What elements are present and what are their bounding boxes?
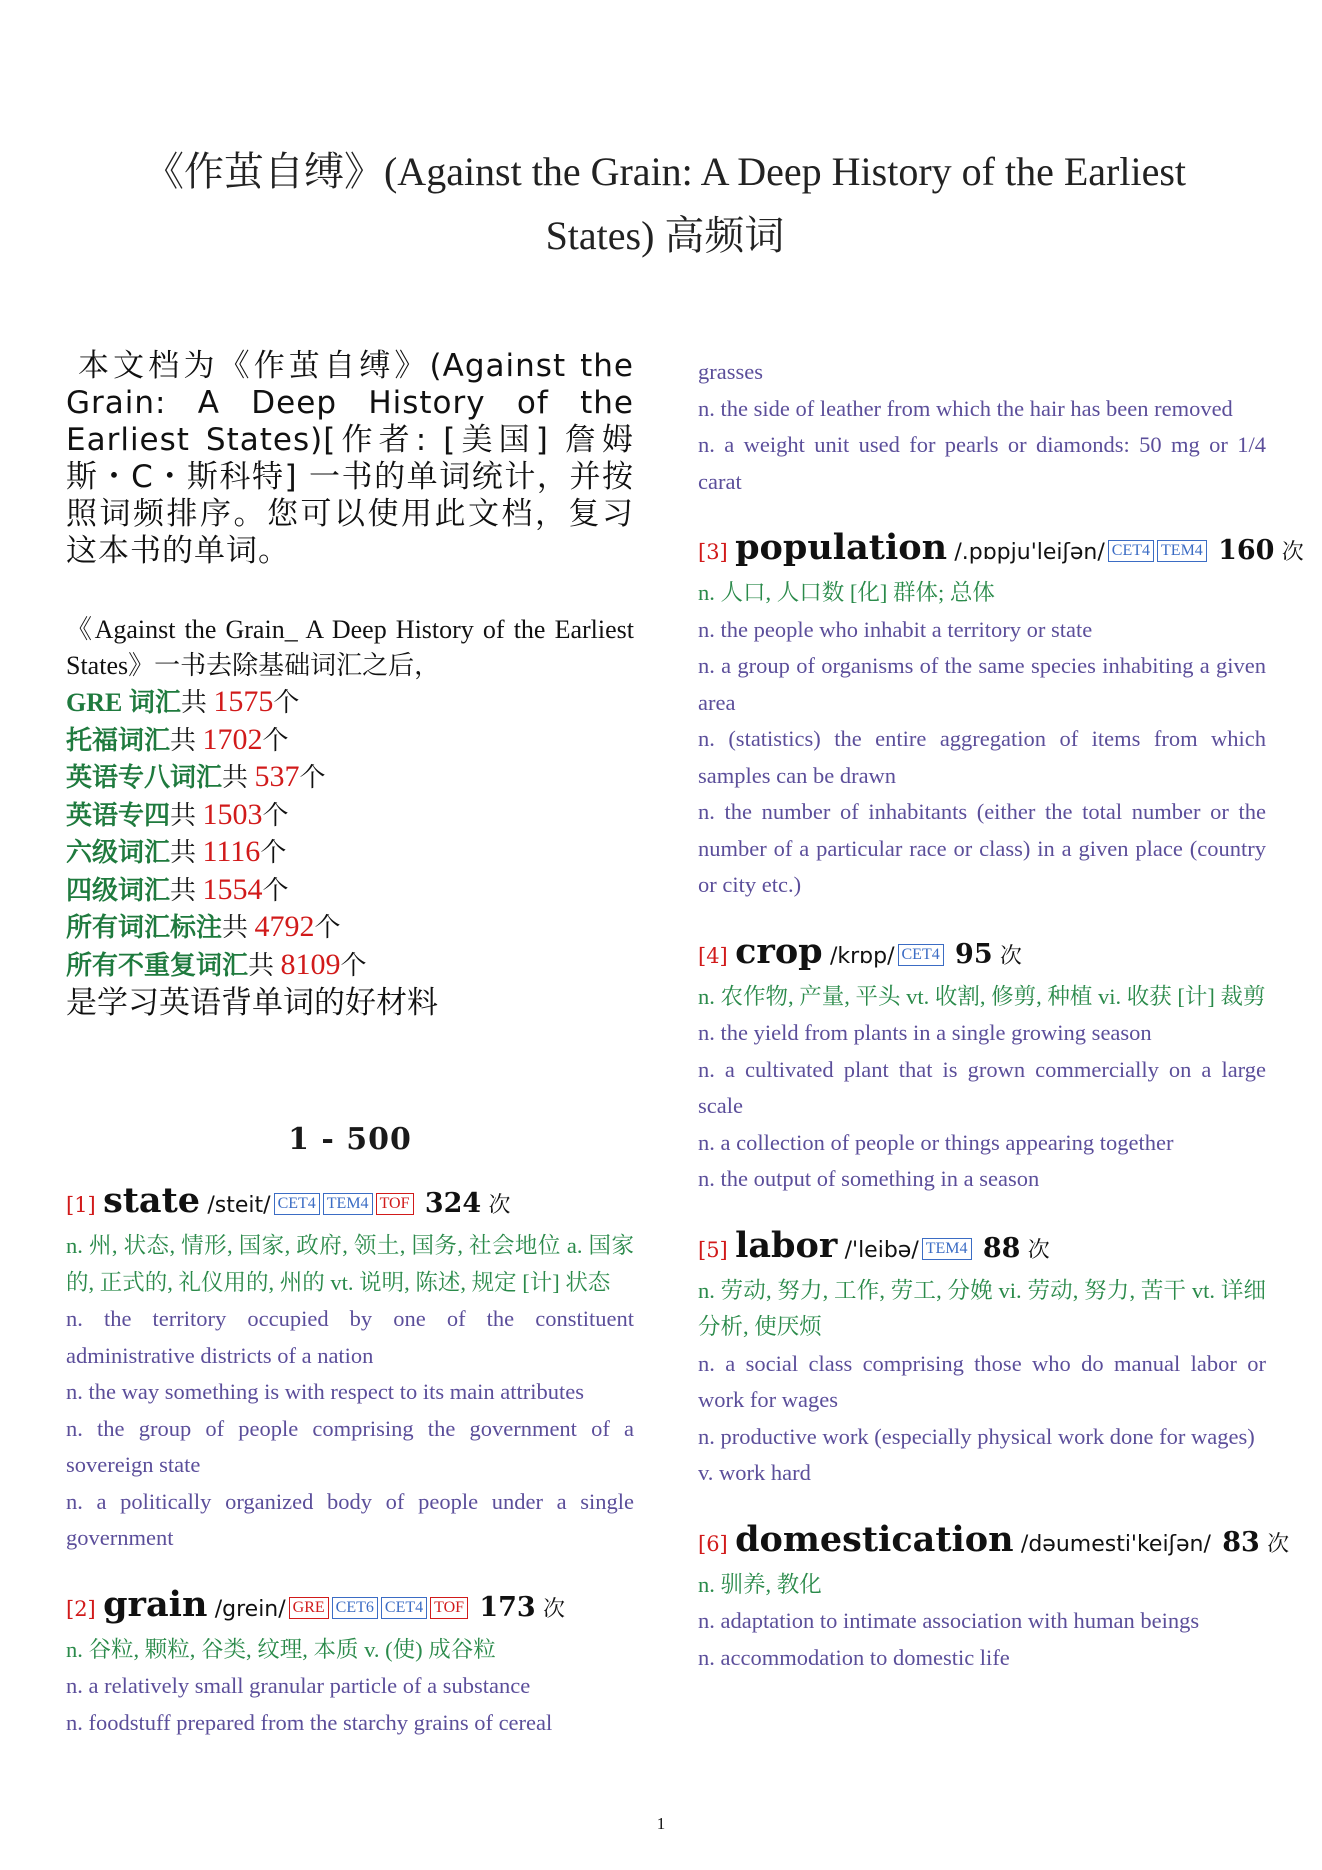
stat-value: 4792 <box>254 910 315 943</box>
stat-unit: 个 <box>262 725 289 755</box>
entry-word: crop <box>735 930 823 972</box>
tag-badge: GRE <box>289 1597 329 1619</box>
entry-definition: n. the way something is with respect to its main attributes <box>66 1379 585 1404</box>
word-entry-crop <box>698 930 1266 1198</box>
entry-head <box>66 1179 634 1228</box>
count-unit: 次 <box>543 1596 566 1622</box>
stat-mid: 共 <box>222 763 249 792</box>
entry-head <box>698 1518 1290 1567</box>
entry-definition: n. a cultivated plant that is grown commercially on a large scale <box>698 1056 1266 1118</box>
entry-index: [3] <box>698 540 728 564</box>
entry-definition: n. the yield from plants in a single growing season <box>698 1020 1152 1045</box>
stat-tem4 <box>66 797 634 835</box>
entry-chinese-meaning: n. 劳动, 努力, 工作, 劳工, 分娩 vi. 劳动, 努力, 苦干 vt. 详细分析, 使厌烦 <box>698 1277 1266 1339</box>
entry-definition: n. the territory occupied by one of the constituent administrative districts of a nation <box>66 1306 634 1368</box>
entry-index: [2] <box>66 1596 96 1621</box>
left-column <box>66 348 634 1767</box>
entry-head <box>698 930 1266 979</box>
entry-chinese-meaning: n. 人口, 人口数 [化] 群体; 总体 <box>698 580 995 605</box>
entry-definition: n. (statistics) the entire aggregation of items from which samples can be drawn <box>698 726 1266 788</box>
entry-phonetic: /'leibə/ <box>844 1237 919 1263</box>
stat-mid: 共 <box>180 688 207 717</box>
tag-badge: CET4 <box>274 1193 320 1215</box>
stat-label: 所有词汇标注 <box>66 913 223 942</box>
range-heading: 1 - 500 <box>288 1122 412 1157</box>
stat-mid: 共 <box>222 913 249 942</box>
title-line-2: States) 高频词 <box>545 213 785 258</box>
stat-label: 英语专八词汇 <box>66 763 223 792</box>
stat-value: 8109 <box>280 947 341 981</box>
stat-mid: 共 <box>170 725 197 755</box>
stat-gre <box>66 684 634 722</box>
tag-badge: CET4 <box>1108 540 1154 562</box>
closing-line: 是学习英语背单词的好材料 <box>66 985 438 1021</box>
entry-phonetic: /grein/ <box>214 1596 286 1622</box>
word-entry-population <box>698 526 1304 904</box>
stat-unit: 个 <box>273 688 300 717</box>
word-entry-grain <box>66 1583 634 1742</box>
page-number: 1 <box>656 1814 666 1833</box>
stat-label: 四级词汇 <box>66 875 171 905</box>
entry-definition: n. the group of people comprising the government of a sovereign state <box>66 1415 634 1477</box>
entry-definition: n. the number of inhabitants (either the total number or the number of a particular race or class) in a given place (country or city etc.) <box>698 799 1266 897</box>
stat-unit: 个 <box>340 950 367 980</box>
entry-definition: n. the side of leather from which the hair has been removed <box>698 395 1233 421</box>
entry-index: [5] <box>698 1237 728 1262</box>
count-unit: 次 <box>999 943 1022 969</box>
stat-all-tagged <box>66 909 634 947</box>
stat-mid: 共 <box>248 950 275 980</box>
stat-value: 1702 <box>202 722 263 756</box>
entry-index: [1] <box>66 1193 96 1217</box>
title-line-1: 《作茧自缚》(Against the Grain: A Deep History of the Earliest <box>143 149 1187 194</box>
entry-definition: grasses <box>698 359 763 384</box>
entry-chinese-meaning: n. 驯养, 教化 <box>698 1571 822 1597</box>
stat-unit: 个 <box>262 875 289 905</box>
stat-value: 537 <box>254 760 300 793</box>
entry-word: state <box>103 1180 201 1221</box>
stat-tem8 <box>66 759 634 797</box>
entry-frequency: 173 <box>479 1591 536 1623</box>
word-entry-labor <box>698 1224 1266 1492</box>
tag-badge: CET6 <box>332 1597 378 1619</box>
entry-definition: n. a social class comprising those who do manual labor or work for wages <box>698 1350 1266 1412</box>
entry-phonetic: /.pɒpju'leiʃən/ <box>954 540 1105 565</box>
entry-phonetic: /dəumesti'keiʃən/ <box>1020 1531 1211 1557</box>
entry-definition: n. adaptation to intimate association with human beings <box>698 1608 1200 1633</box>
entry-word: population <box>735 527 948 568</box>
word-entry-state <box>66 1179 634 1557</box>
stat-unique <box>66 947 634 985</box>
entry-head <box>66 1583 634 1632</box>
intro-paragraph: 本文档为《作茧自缚》(Against the Grain: A Deep History of the Earliest States)[作者: [美国] 詹姆斯・C・斯科特] 一书的单词统计，并按照词频排序。您可以使用此文档，复习这本书的单词。 <box>66 348 634 569</box>
stat-label: 所有不重复词汇 <box>66 950 249 980</box>
tag-badge: CET4 <box>381 1597 427 1619</box>
entry-word: domestication <box>735 1518 1014 1560</box>
entry-definition: n. a collection of people or things appearing together <box>698 1129 1174 1155</box>
summary-heading: 《Against the Grain_ A Deep History of the Earliest States》一书去除基础词汇之后， <box>66 615 634 680</box>
stat-toefl <box>66 722 634 760</box>
entry-phonetic: /krɒp/ <box>829 943 895 969</box>
word-entry-grain-continued <box>698 354 1266 500</box>
entry-definition: n. a relatively small granular particle of a substance <box>66 1673 531 1698</box>
entry-chinese-meaning: n. 州, 状态, 情形, 国家, 政府, 领土, 国务, 社会地位 a. 国家的, 正式的, 礼仪用的, 州的 vt. 说明, 陈述, 规定 [计] 状态 <box>66 1233 634 1295</box>
count-unit: 次 <box>1027 1237 1050 1263</box>
entry-chinese-meaning: n. 农作物, 产量, 平头 vt. 收割, 修剪, 种植 vi. 收获 [计] 裁剪 <box>698 983 1266 1009</box>
entry-chinese-meaning: n. 谷粒, 颗粒, 谷类, 纹理, 本质 v. (使) 成谷粒 <box>66 1636 496 1662</box>
stat-value: 1503 <box>202 797 263 831</box>
entry-definition: n. a group of organisms of the same species inhabiting a given area <box>698 653 1266 715</box>
count-unit: 次 <box>1267 1531 1290 1557</box>
stat-mid: 共 <box>170 875 197 905</box>
stat-label: 六级词汇 <box>66 838 171 867</box>
tag-badge: TOF <box>376 1193 414 1215</box>
entry-frequency: 88 <box>982 1232 1021 1264</box>
stat-value: 1575 <box>213 685 274 718</box>
stat-label: GRE 词汇 <box>66 688 181 717</box>
entry-frequency: 95 <box>955 938 993 970</box>
stat-unit: 个 <box>314 913 341 942</box>
stat-unit: 个 <box>299 763 326 792</box>
word-entry-domestication <box>698 1518 1290 1677</box>
entry-definition: n. the people who inhabit a territory or state <box>698 616 1093 642</box>
entry-frequency: 160 <box>1218 535 1275 566</box>
entry-definition: n. foodstuff prepared from the starchy grains of cereal <box>66 1709 553 1735</box>
entry-definition: v. work hard <box>698 1460 811 1485</box>
stat-unit: 个 <box>260 838 287 867</box>
entry-head <box>698 526 1304 575</box>
count-unit: 次 <box>1281 540 1304 565</box>
entry-definition: n. the output of something in a season <box>698 1166 1040 1191</box>
entry-definition: n. a politically organized body of people under a single government <box>66 1488 634 1550</box>
stat-value: 1116 <box>202 835 261 868</box>
stat-label: 托福词汇 <box>66 725 171 755</box>
stat-value: 1554 <box>202 872 263 906</box>
tag-badge: TEM4 <box>922 1238 972 1260</box>
stat-label: 英语专四 <box>66 800 171 830</box>
tag-badge: TEM4 <box>323 1193 373 1215</box>
entry-definition: n. productive work (especially physical work done for wages) <box>698 1423 1255 1449</box>
document-title <box>90 140 1240 268</box>
count-unit: 次 <box>488 1193 511 1218</box>
stat-mid: 共 <box>170 838 197 867</box>
entry-frequency: 83 <box>1222 1526 1260 1558</box>
tag-badge: CET4 <box>898 944 944 966</box>
stat-cet4 <box>66 872 634 910</box>
entry-definition: n. a weight unit used for pearls or diamonds: 50 mg or 1/4 carat <box>698 432 1266 494</box>
tag-badge: TEM4 <box>1157 540 1207 562</box>
entry-word: labor <box>735 1224 838 1266</box>
entry-head <box>698 1224 1266 1273</box>
stat-mid: 共 <box>170 800 197 830</box>
entry-index: [4] <box>698 943 728 968</box>
stat-unit: 个 <box>262 800 289 830</box>
entry-frequency: 324 <box>424 1188 482 1219</box>
right-column <box>698 354 1304 1702</box>
stat-cet6 <box>66 834 634 872</box>
entry-index: [6] <box>698 1531 728 1556</box>
entry-phonetic: /steit/ <box>207 1193 271 1218</box>
stats-list <box>66 684 634 984</box>
tag-badge: TOF <box>430 1597 468 1619</box>
entry-word: grain <box>103 1583 208 1625</box>
entry-definition: n. accommodation to domestic life <box>698 1644 1010 1670</box>
